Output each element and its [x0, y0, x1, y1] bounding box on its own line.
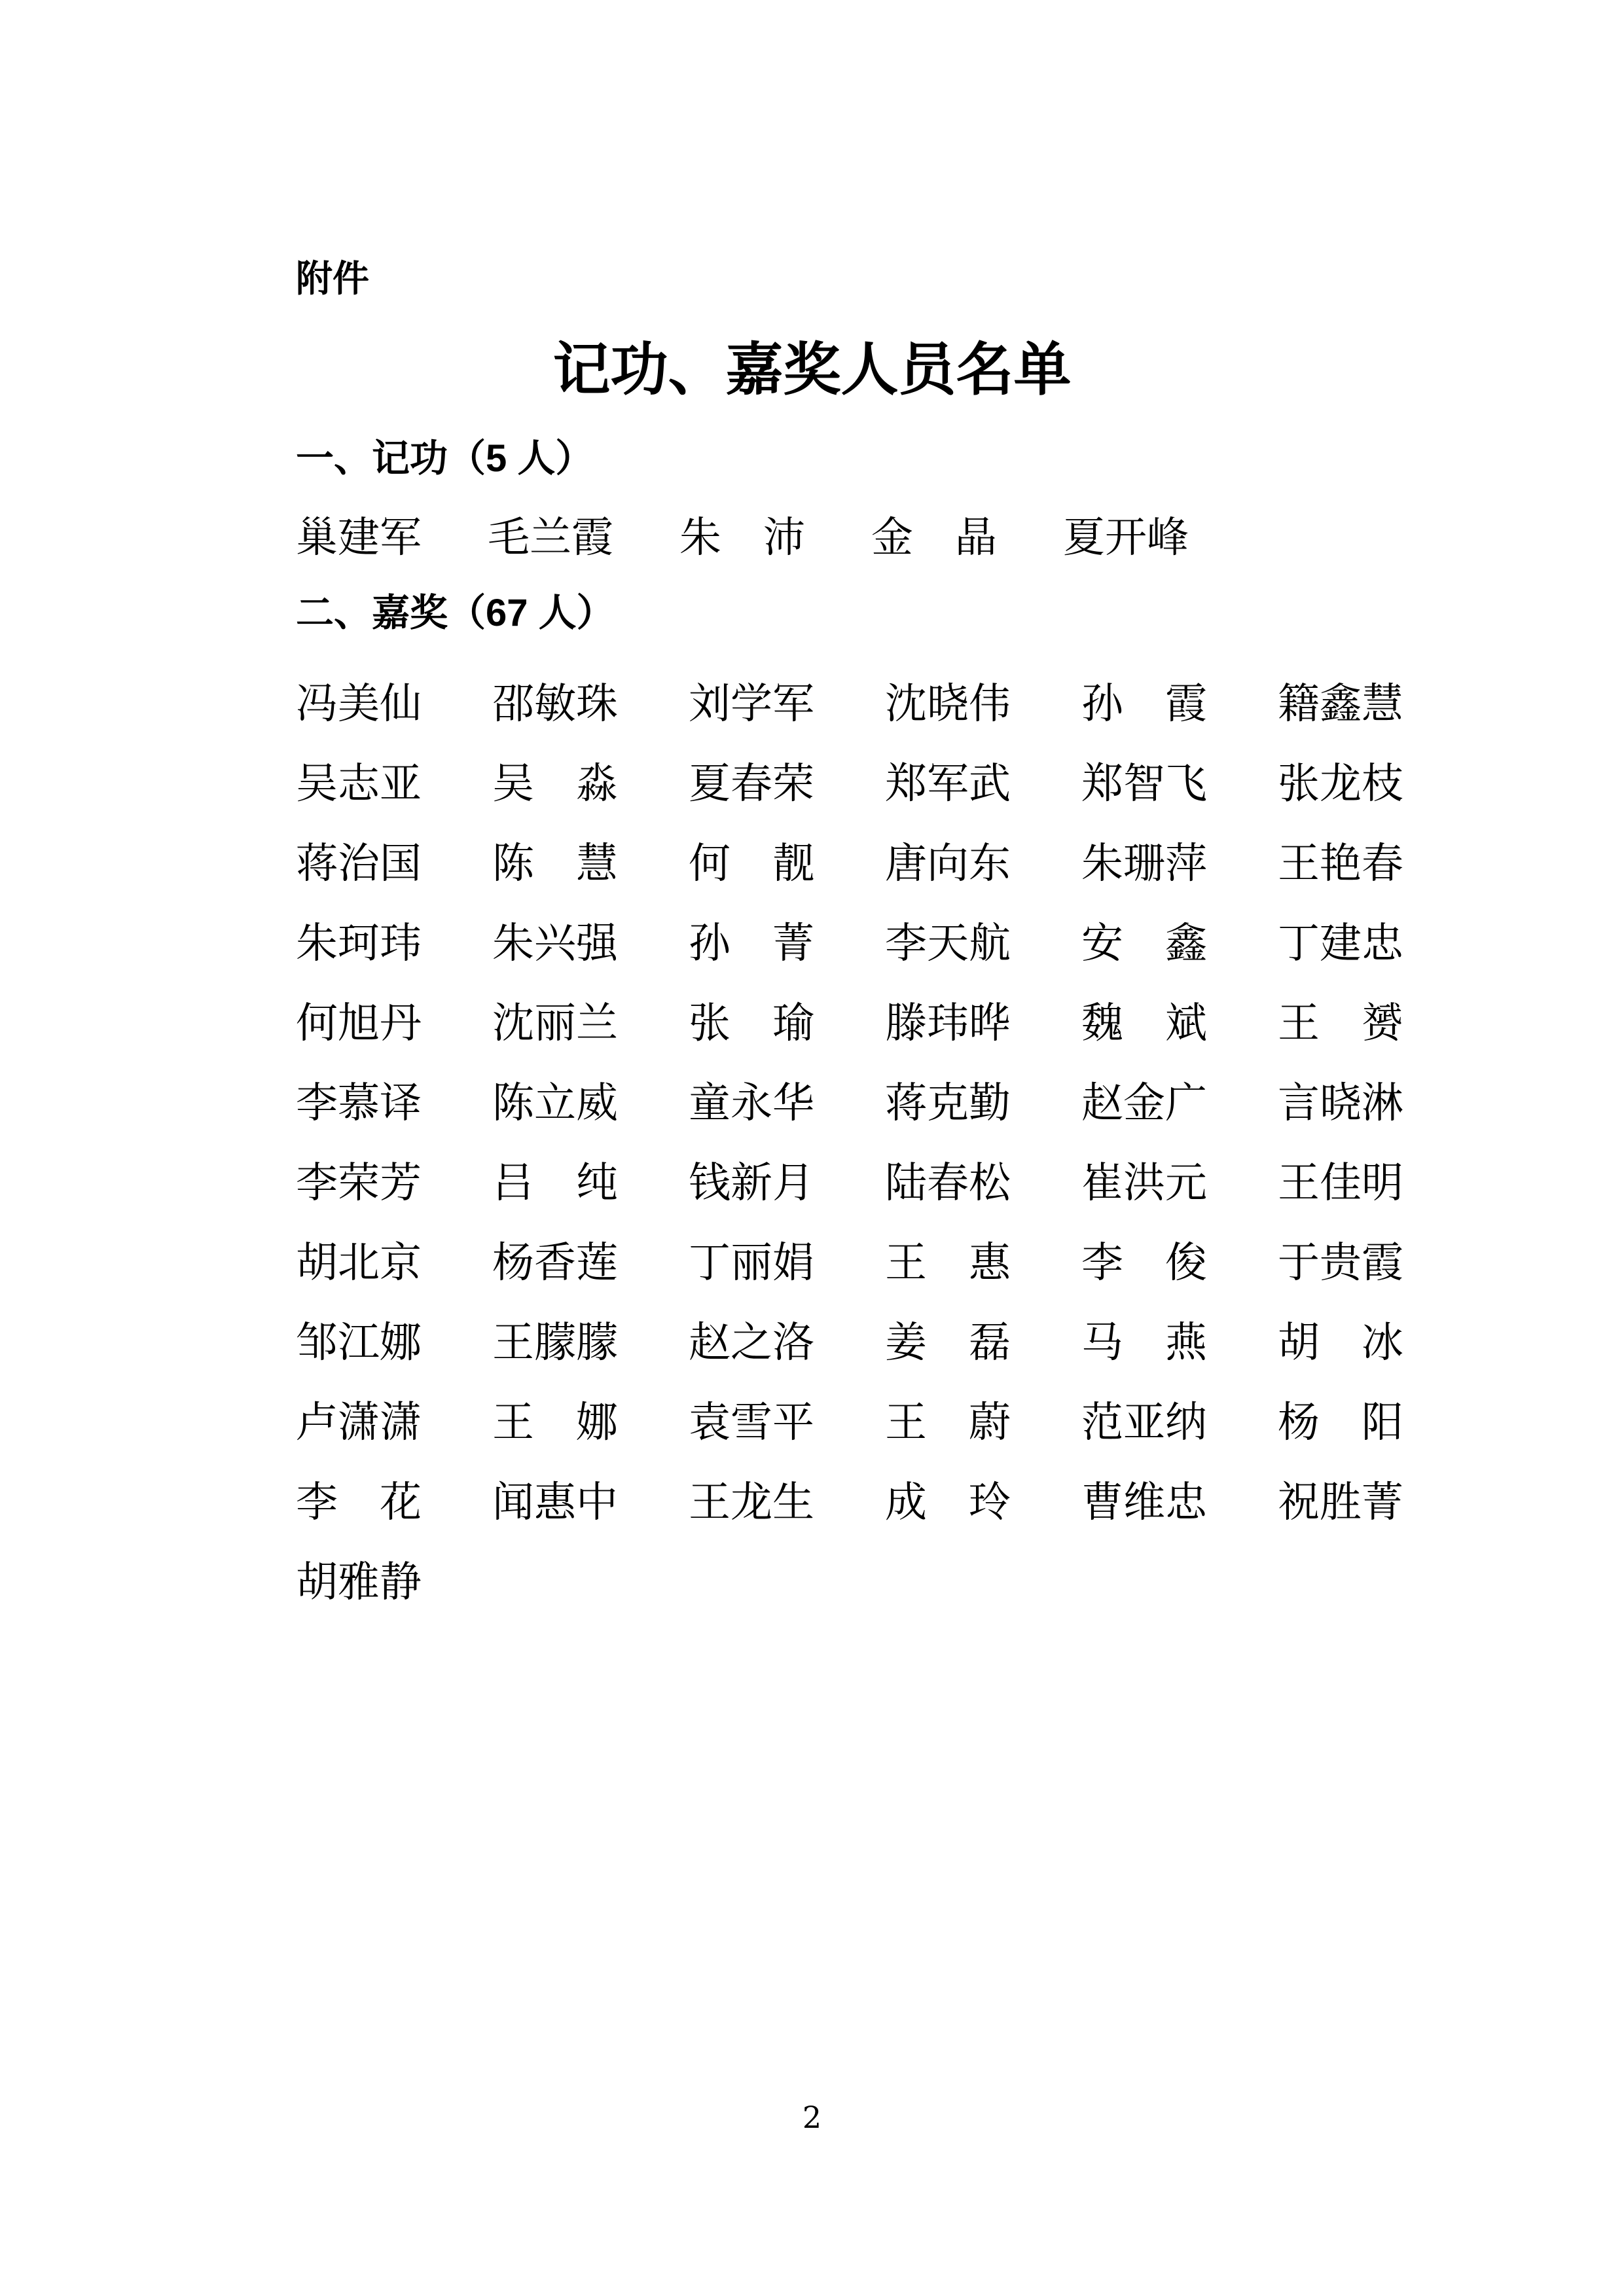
name-item: 金 晶	[871, 514, 997, 562]
name-item: 孙 霞	[1081, 680, 1207, 728]
name-item: 姜 磊	[885, 1319, 1011, 1367]
name-item: 李 俊	[1081, 1239, 1207, 1287]
name-item: 胡北京	[296, 1239, 422, 1287]
section-heading-jia: 二、嘉奖（67 人）	[296, 592, 615, 634]
name-item: 杨 阳	[1278, 1399, 1403, 1447]
name-item: 胡 冰	[1278, 1319, 1403, 1367]
name-item: 王 娜	[492, 1399, 618, 1447]
name-item: 李 花	[296, 1479, 422, 1527]
page-title: 记功、嘉奖人员名单	[552, 335, 1072, 403]
name-item: 安 鑫	[1081, 920, 1207, 968]
name-item: 何 靓	[689, 840, 814, 888]
name-item: 朱 沛	[679, 514, 805, 562]
section-heading-gong: 一、记功（5 人）	[296, 437, 594, 480]
name-item: 蒋克勤	[885, 1079, 1011, 1128]
name-item: 张 瑜	[689, 999, 814, 1048]
name-item: 丁丽娟	[689, 1239, 814, 1287]
name-item: 朱珊萍	[1081, 840, 1207, 888]
name-item: 唐向东	[885, 840, 1011, 888]
name-item: 蒋治国	[296, 840, 422, 888]
name-item: 胡雅静	[296, 1558, 422, 1607]
name-item: 杨香莲	[492, 1239, 618, 1287]
attachment-label: 附件	[296, 258, 369, 299]
name-item: 巢建军	[296, 514, 422, 562]
name-item: 沈丽兰	[492, 999, 618, 1048]
name-item: 吴志亚	[296, 760, 422, 808]
name-item: 郑军武	[885, 760, 1011, 808]
name-item: 言晓淋	[1278, 1079, 1403, 1128]
name-item: 钱新月	[689, 1159, 814, 1208]
name-item: 祝胜菁	[1278, 1479, 1403, 1527]
name-item: 范亚纳	[1081, 1399, 1207, 1447]
name-item: 袁雪平	[689, 1399, 814, 1447]
name-item: 李荣芳	[296, 1159, 422, 1208]
name-item: 陆春松	[885, 1159, 1011, 1208]
name-item: 孙 菁	[689, 920, 814, 968]
name-item: 于贵霞	[1278, 1239, 1403, 1287]
name-item: 朱珂玮	[296, 920, 422, 968]
name-item: 张龙枝	[1278, 760, 1403, 808]
gong-name-list	[296, 514, 1255, 562]
name-item: 沈晓伟	[885, 680, 1011, 728]
name-item: 李慕译	[296, 1079, 422, 1128]
name-item: 陈 慧	[492, 840, 618, 888]
name-item: 朱兴强	[492, 920, 618, 968]
name-item: 毛兰霞	[488, 514, 613, 562]
name-item: 夏开峰	[1063, 514, 1189, 562]
jia-name-list	[296, 664, 1474, 1623]
name-item: 成 玲	[885, 1479, 1011, 1527]
name-item: 魏 斌	[1081, 999, 1207, 1048]
name-item: 闻惠中	[492, 1479, 618, 1527]
name-item: 王龙生	[689, 1479, 814, 1527]
name-item: 冯美仙	[296, 680, 422, 728]
name-item: 赵之洛	[689, 1319, 814, 1367]
name-item: 邵敏珠	[492, 680, 618, 728]
name-item: 邹江娜	[296, 1319, 422, 1367]
name-item: 王 赟	[1278, 999, 1403, 1048]
name-item: 王朦朦	[492, 1319, 618, 1367]
name-item: 崔洪元	[1081, 1159, 1207, 1208]
name-item: 籍鑫慧	[1278, 680, 1403, 728]
name-item: 王佳明	[1278, 1159, 1403, 1208]
name-item: 赵金广	[1081, 1079, 1207, 1128]
name-item: 何旭丹	[296, 999, 422, 1048]
name-item: 王 惠	[885, 1239, 1011, 1287]
name-item: 滕玮晔	[885, 999, 1011, 1048]
name-item: 刘学军	[689, 680, 814, 728]
name-item: 夏春荣	[689, 760, 814, 808]
name-item: 马 燕	[1081, 1319, 1207, 1367]
name-item: 吴 淼	[492, 760, 618, 808]
name-item: 曹维忠	[1081, 1479, 1207, 1527]
name-item: 王 蔚	[885, 1399, 1011, 1447]
name-item: 卢潇潇	[296, 1399, 422, 1447]
name-item: 郑智飞	[1081, 760, 1207, 808]
name-item: 陈立威	[492, 1079, 618, 1128]
name-item: 丁建忠	[1278, 920, 1403, 968]
name-item: 童永华	[689, 1079, 814, 1128]
page-number: 2	[802, 2100, 822, 2135]
name-item: 李天航	[885, 920, 1011, 968]
name-item: 王艳春	[1278, 840, 1403, 888]
name-item: 吕 纯	[492, 1159, 618, 1208]
